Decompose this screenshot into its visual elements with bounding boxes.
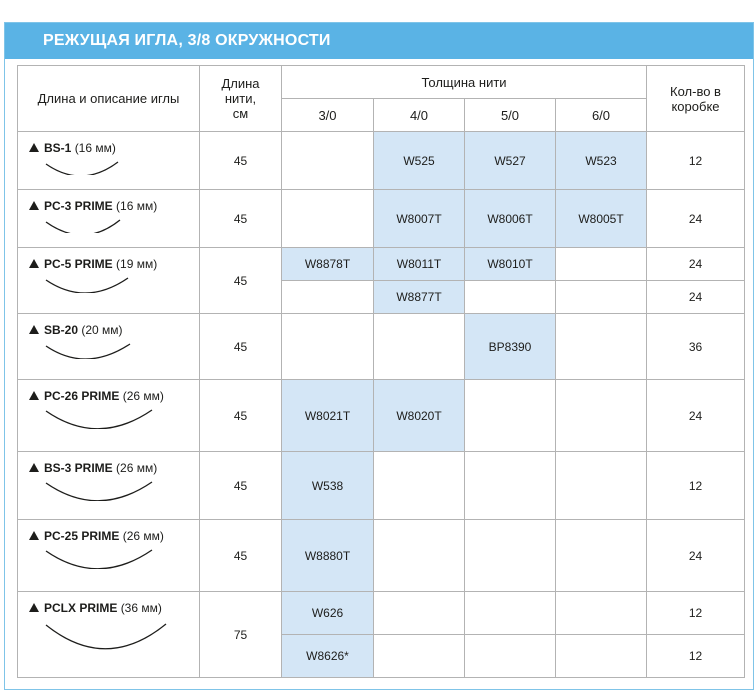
needle-description-cell bbox=[18, 592, 200, 678]
header-size-5-0: 5/0 bbox=[465, 99, 556, 132]
box-quantity-cell: 12 bbox=[647, 132, 745, 190]
product-code-cell bbox=[282, 314, 374, 380]
needle-description-cell bbox=[18, 190, 200, 248]
needle-size: (26 мм) bbox=[122, 529, 164, 543]
header-length: Длина нити, см bbox=[200, 66, 282, 132]
product-code-cell: W538 bbox=[282, 452, 374, 520]
triangle-cutting-icon bbox=[29, 531, 39, 540]
thread-length-cell: 45 bbox=[200, 190, 282, 248]
box-quantity-cell: 24 bbox=[647, 190, 745, 248]
product-code-cell bbox=[374, 635, 465, 678]
box-quantity-cell: 36 bbox=[647, 314, 745, 380]
product-code-cell: W8005T bbox=[556, 190, 647, 248]
needle-name: PC-26 PRIME bbox=[44, 389, 120, 403]
header-description: Длина и описание иглы bbox=[18, 66, 200, 132]
product-code-cell bbox=[374, 452, 465, 520]
product-code-cell bbox=[282, 190, 374, 248]
product-code-cell: W525 bbox=[374, 132, 465, 190]
header-size-6-0: 6/0 bbox=[556, 99, 647, 132]
product-code-cell bbox=[465, 452, 556, 520]
needle-title bbox=[18, 190, 199, 213]
needle-size: (19 мм) bbox=[116, 257, 158, 271]
thread-length-cell: 45 bbox=[200, 314, 282, 380]
needle-title bbox=[18, 452, 199, 475]
table-row bbox=[18, 380, 745, 452]
needle-table bbox=[17, 65, 745, 678]
curved-needle-icon bbox=[40, 341, 180, 359]
table-row bbox=[18, 248, 745, 281]
curved-needle-icon bbox=[40, 479, 180, 501]
needle-size: (26 мм) bbox=[116, 461, 158, 475]
product-code-cell bbox=[556, 452, 647, 520]
header-size-4-0: 4/0 bbox=[374, 99, 465, 132]
curved-needle-icon bbox=[40, 217, 180, 233]
triangle-cutting-icon bbox=[29, 143, 39, 152]
triangle-cutting-icon bbox=[29, 259, 39, 268]
catalog-frame bbox=[4, 22, 754, 690]
needle-size: (16 мм) bbox=[74, 141, 116, 155]
needle-title bbox=[18, 132, 199, 155]
box-quantity-cell: 24 bbox=[647, 281, 745, 314]
curved-needle-icon bbox=[40, 407, 180, 429]
product-code-cell: W523 bbox=[556, 132, 647, 190]
product-code-cell bbox=[374, 520, 465, 592]
needle-description-cell bbox=[18, 248, 200, 314]
needle-title bbox=[18, 520, 199, 543]
product-code-cell bbox=[465, 635, 556, 678]
product-code-cell: W8880T bbox=[282, 520, 374, 592]
needle-name: SB-20 bbox=[44, 323, 79, 337]
product-code-cell: W8878T bbox=[282, 248, 374, 281]
curved-needle-icon bbox=[40, 547, 180, 569]
needle-description-cell bbox=[18, 314, 200, 380]
needle-size: (36 мм) bbox=[120, 601, 162, 615]
product-code-cell: W527 bbox=[465, 132, 556, 190]
table-row bbox=[18, 452, 745, 520]
needle-description-cell bbox=[18, 380, 200, 452]
box-quantity-cell: 12 bbox=[647, 452, 745, 520]
table-row bbox=[18, 190, 745, 248]
product-code-cell: BP8390 bbox=[465, 314, 556, 380]
product-code-cell bbox=[465, 520, 556, 592]
needle-name: PC-5 PRIME bbox=[44, 257, 113, 271]
needle-size: (26 мм) bbox=[122, 389, 164, 403]
needle-name: PCLX PRIME bbox=[44, 601, 118, 615]
box-quantity-cell: 24 bbox=[647, 520, 745, 592]
table-row bbox=[18, 592, 745, 635]
header-thread-thickness: Толщина нити bbox=[282, 66, 647, 99]
triangle-cutting-icon bbox=[29, 201, 39, 210]
product-code-cell: W8626* bbox=[282, 635, 374, 678]
box-quantity-cell: 24 bbox=[647, 380, 745, 452]
thread-length-cell: 75 bbox=[200, 592, 282, 678]
table-row bbox=[18, 520, 745, 592]
thread-length-cell: 45 bbox=[200, 248, 282, 314]
needle-name: PC-25 PRIME bbox=[44, 529, 120, 543]
product-code-cell: W8010T bbox=[465, 248, 556, 281]
needle-title bbox=[18, 592, 199, 615]
section-title: РЕЖУЩАЯ ИГЛА, 3/8 ОКРУЖНОСТИ bbox=[5, 23, 753, 59]
thread-length-cell: 45 bbox=[200, 520, 282, 592]
header-size-3-0: 3/0 bbox=[282, 99, 374, 132]
product-code-cell bbox=[556, 380, 647, 452]
needle-title bbox=[18, 314, 199, 337]
product-code-cell bbox=[556, 520, 647, 592]
triangle-cutting-icon bbox=[29, 603, 39, 612]
needle-description-cell bbox=[18, 132, 200, 190]
product-code-cell bbox=[556, 592, 647, 635]
product-code-cell bbox=[374, 314, 465, 380]
curved-needle-icon bbox=[40, 159, 180, 175]
thread-length-cell: 45 bbox=[200, 452, 282, 520]
thread-length-cell: 45 bbox=[200, 380, 282, 452]
table-row bbox=[18, 314, 745, 380]
product-code-cell bbox=[556, 248, 647, 281]
table-row bbox=[18, 132, 745, 190]
product-code-cell: W8011T bbox=[374, 248, 465, 281]
product-code-cell bbox=[374, 592, 465, 635]
product-code-cell: W8007T bbox=[374, 190, 465, 248]
product-code-cell bbox=[465, 380, 556, 452]
header-box-quantity: Кол-во в коробке bbox=[647, 66, 745, 132]
thread-length-cell: 45 bbox=[200, 132, 282, 190]
triangle-cutting-icon bbox=[29, 391, 39, 400]
needle-title bbox=[18, 248, 199, 271]
product-code-cell: W8020T bbox=[374, 380, 465, 452]
product-code-cell bbox=[465, 281, 556, 314]
needle-name: BS-1 bbox=[44, 141, 72, 155]
needle-name: PC-3 PRIME bbox=[44, 199, 113, 213]
triangle-cutting-icon bbox=[29, 325, 39, 334]
needle-name: BS-3 PRIME bbox=[44, 461, 113, 475]
product-code-cell: W626 bbox=[282, 592, 374, 635]
product-code-cell: W8021T bbox=[282, 380, 374, 452]
box-quantity-cell: 24 bbox=[647, 248, 745, 281]
product-code-cell bbox=[282, 281, 374, 314]
product-code-cell bbox=[465, 592, 556, 635]
curved-needle-icon bbox=[40, 275, 180, 293]
triangle-cutting-icon bbox=[29, 463, 39, 472]
product-code-cell: W8006T bbox=[465, 190, 556, 248]
needle-description-cell bbox=[18, 520, 200, 592]
product-code-cell bbox=[556, 314, 647, 380]
product-code-cell bbox=[282, 132, 374, 190]
box-quantity-cell: 12 bbox=[647, 635, 745, 678]
product-code-cell bbox=[556, 635, 647, 678]
needle-description-cell bbox=[18, 452, 200, 520]
product-code-cell bbox=[556, 281, 647, 314]
needle-size: (16 мм) bbox=[116, 199, 158, 213]
needle-size: (20 мм) bbox=[81, 323, 123, 337]
curved-needle-icon bbox=[40, 621, 180, 651]
needle-title bbox=[18, 380, 199, 403]
box-quantity-cell: 12 bbox=[647, 592, 745, 635]
table-body bbox=[18, 132, 745, 678]
product-code-cell: W8877T bbox=[374, 281, 465, 314]
